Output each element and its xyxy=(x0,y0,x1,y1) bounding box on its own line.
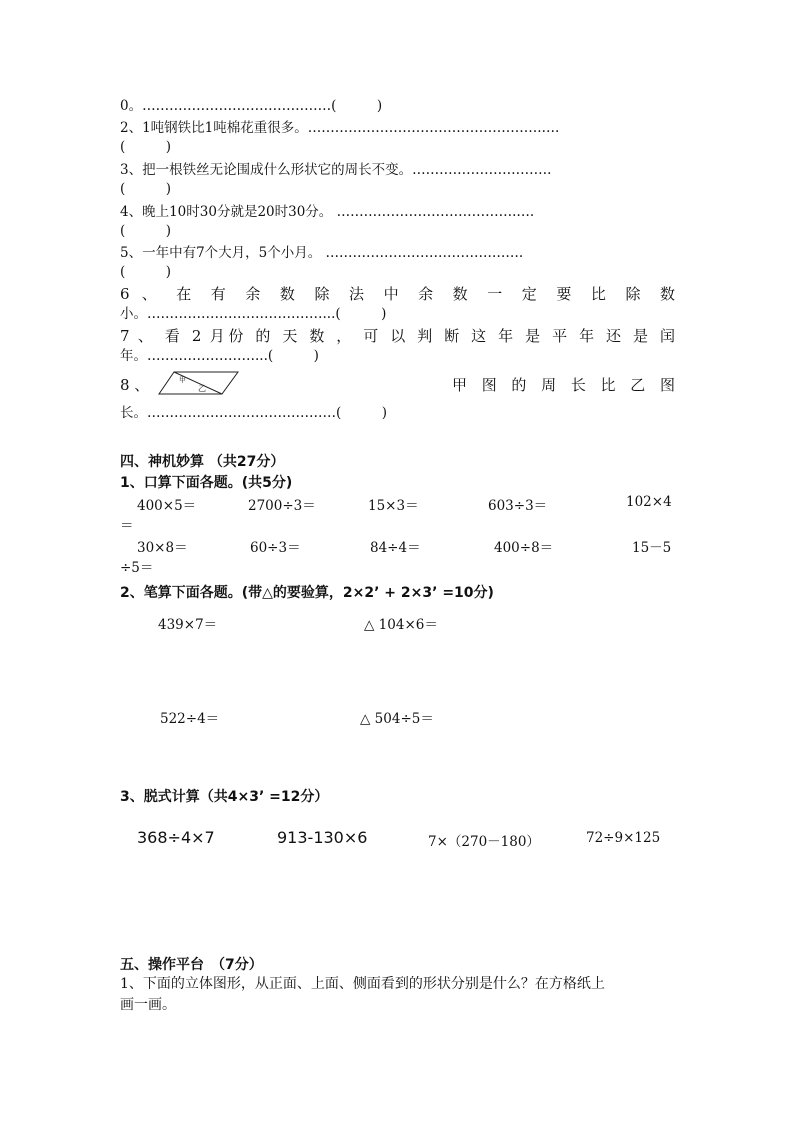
judge-item-3: 3、把一根铁丝无论围成什么形状它的周长不变。…………………………. xyxy=(120,162,552,178)
written-problem-check: △ 504÷5＝ xyxy=(360,711,434,727)
oral-problem: 30×8＝ xyxy=(137,540,188,556)
judge-item-6-line2: 小。…………………………………...( ) xyxy=(120,306,387,322)
judge-item-5: 5、一年中有7个大月，5个小月。 ……………………………….……. xyxy=(120,245,524,261)
judge-item-2-bracket: ( ) xyxy=(120,139,172,155)
section5-q1-line1: 1、下面的立体图形，从正面、上面、侧面看到的形状分别是什么？在方格纸上 xyxy=(120,976,605,992)
oral-problem: 15×3＝ xyxy=(368,498,419,514)
section5-title: 五、操作平台 （7分） xyxy=(120,957,263,973)
judge-item-2: 2、1吨钢铁比1吨棉花重很多。…………………………………………….…. xyxy=(120,120,560,136)
oral-problem: 60÷3＝ xyxy=(250,540,301,556)
oral-problem: 15－5 xyxy=(632,540,672,556)
figure-label-jia: 甲 xyxy=(179,376,186,384)
oral-problem: 400÷8＝ xyxy=(494,540,554,556)
figure-label-yi: 乙 xyxy=(198,384,206,393)
written-problem: 522÷4＝ xyxy=(160,711,220,727)
stepwise-problem: 7×（270－180） xyxy=(428,834,540,850)
section4-sub2: 2、笔算下面各题。(带△的要验算，2×2’ + 2×3’ =10分) xyxy=(120,585,494,601)
oral-problem: 2700÷3＝ xyxy=(248,498,316,514)
section4-sub3: 3、脱式计算（共4×3’ =12分） xyxy=(120,789,329,805)
stepwise-problem: 72÷9×125 xyxy=(586,830,661,846)
judge-item-4-bracket: ( ) xyxy=(120,223,172,239)
oral-problem: 603÷3＝ xyxy=(488,498,548,514)
section5-q1-line2: 画一画。 xyxy=(120,997,176,1013)
oral-problem: 400×5＝ xyxy=(137,498,197,514)
judge-item-7: 7 、 看 2 月份 的 天 数 ， 可 以 判 断 这 年 是 平 年 还 是 闰 xyxy=(120,327,675,345)
oral-problem-wrap: ＝ xyxy=(120,518,134,534)
judge-item-6: 6 、 在 有 余 数 除 法 中 余 数 一 定 要 比 除 数 xyxy=(120,285,675,303)
judge-item-8-text: 甲 图 的 周 长 比 乙 图 xyxy=(452,376,675,394)
judge-item-0: 0。……………………………………( ) xyxy=(120,98,383,114)
stepwise-problem: 368÷4×7 xyxy=(137,828,215,847)
judge-item-3-bracket: ( ) xyxy=(120,181,172,197)
oral-problem: 84÷4＝ xyxy=(370,540,421,556)
oral-problem: 102×4 xyxy=(626,494,672,510)
stepwise-problem: 913-130×6 xyxy=(277,828,368,847)
judge-item-7-line2: 年。……………………...( ) xyxy=(120,348,319,364)
parallelogram-figure xyxy=(158,370,240,396)
judge-item-8-prefix: 8 、 xyxy=(120,376,150,394)
judge-item-8-line2: 长。……………………………………( ) xyxy=(120,405,388,421)
section4-sub1: 1、口算下面各题。(共5分) xyxy=(120,475,293,491)
written-problem: 439×7＝ xyxy=(158,617,218,633)
written-problem-check: △ 104×6＝ xyxy=(364,617,438,633)
judge-item-4: 4、晚上10时30分就是20时30分。 ………………………………….…. xyxy=(120,204,535,220)
judge-item-5-bracket: ( ) xyxy=(120,264,172,280)
section4-title: 四、神机妙算 （共27分） xyxy=(120,454,285,470)
oral-problem-wrap: ÷5＝ xyxy=(120,560,154,576)
